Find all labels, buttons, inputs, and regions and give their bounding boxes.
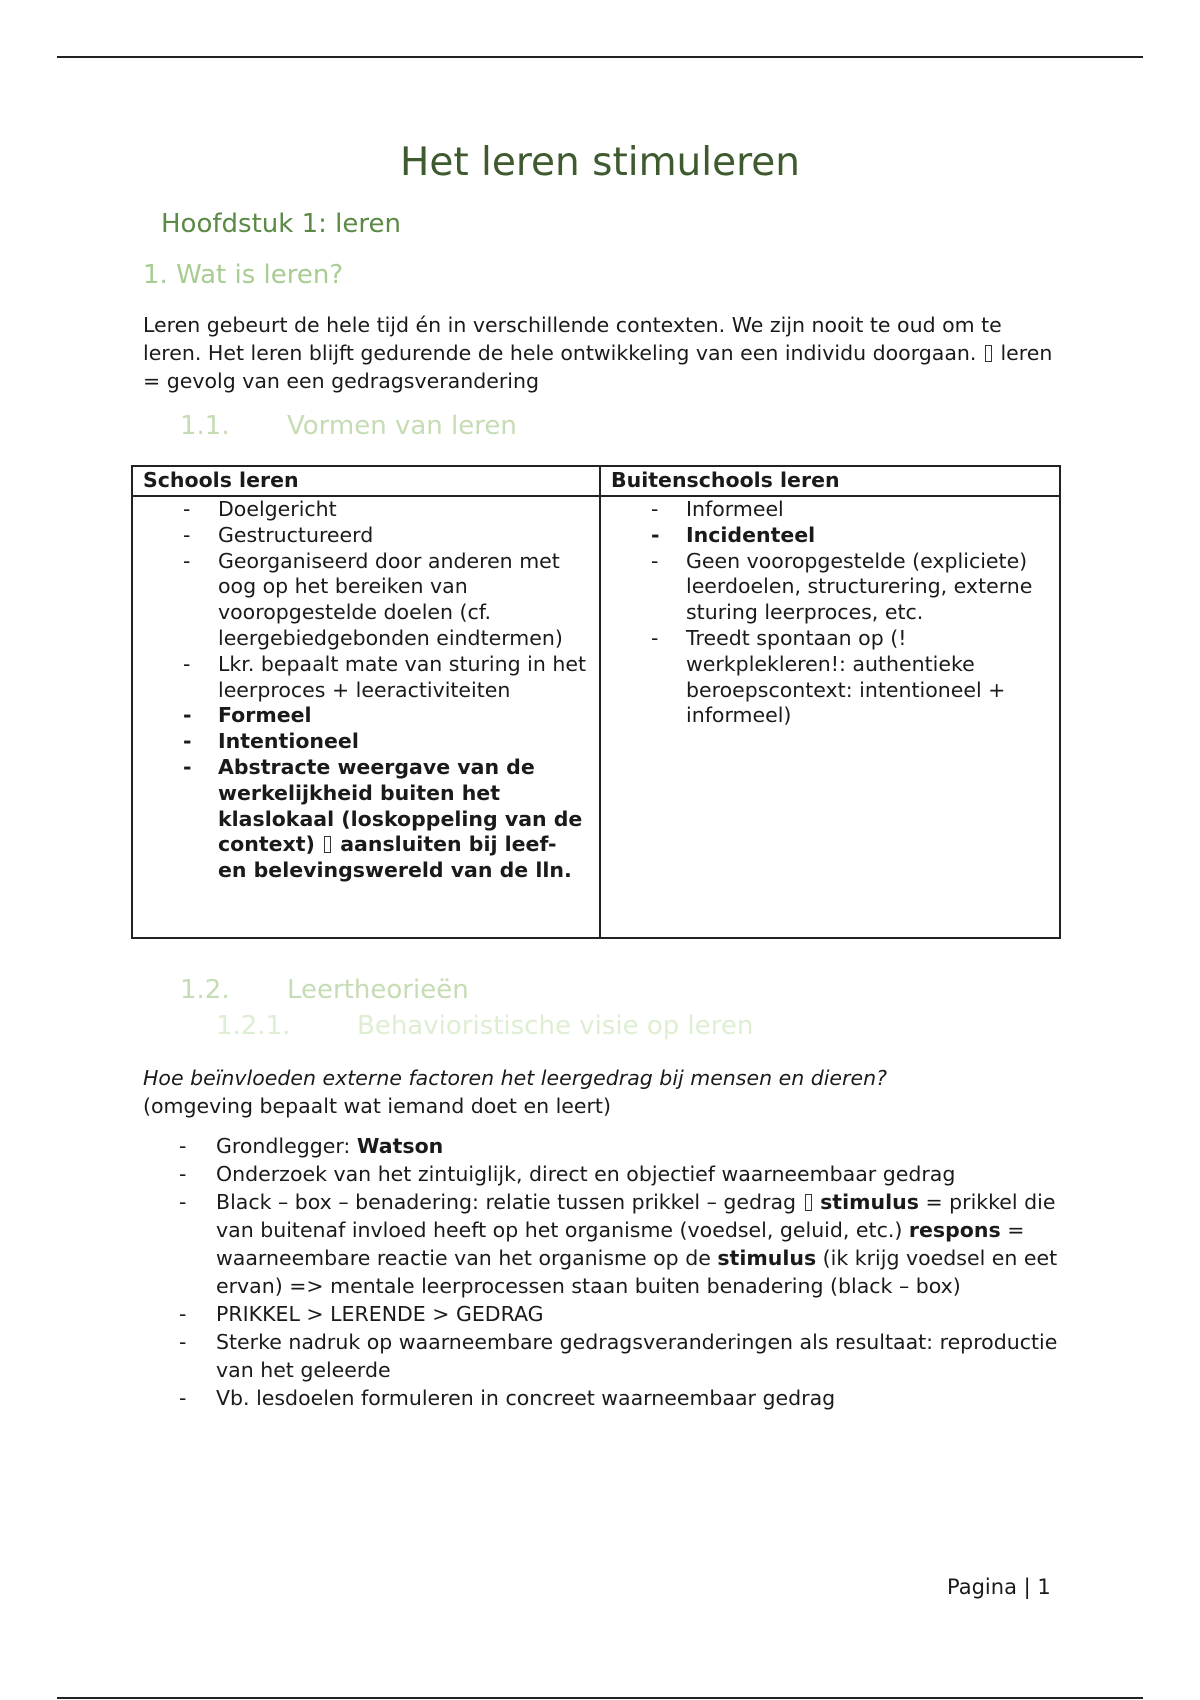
schools-cell <box>132 496 600 938</box>
list-item: - Incidenteel <box>601 523 1051 549</box>
column-header-buitenschools: Buitenschools leren <box>600 466 1060 496</box>
list-item-text: = waarneembare reactie van het organisme op de <box>216 1218 1025 1270</box>
section-title: Behavioristische visie op leren <box>357 1011 754 1041</box>
list-item: - Georganiseerd door anderen met oog op het bereiken van vooropgestelde doelen (cf. leergebiedgebonden eindtermen) <box>133 549 591 652</box>
intro-paragraph <box>143 311 1063 395</box>
term-respons: respons <box>908 1218 1001 1242</box>
list-item: - PRIKKEL > LERENDE > GEDRAG <box>131 1300 1071 1328</box>
list-item-text: Black – box – benadering: relatie tussen prikkel – gedrag <box>216 1190 797 1214</box>
list-item: - Doelgericht <box>133 497 591 523</box>
list-item: - Lkr. bepaalt mate van sturing in het leerproces + leeractiviteiten <box>133 652 591 704</box>
footer-rule <box>57 1697 1143 1699</box>
list-item: - Onderzoek van het zintuiglijk, direct en objectief waarneembaar gedrag <box>131 1160 1071 1188</box>
section-heading-1: 1. Wat is leren? <box>143 260 344 290</box>
behaviorism-list <box>131 1132 1071 1412</box>
list-item: - Intentioneel <box>133 729 591 755</box>
table-row <box>132 496 1060 938</box>
section-heading-1-2-1 <box>216 1011 753 1041</box>
list-item: - Vb. lesdoelen formuleren in concreet waarneembaar gedrag <box>131 1384 1071 1412</box>
section-number: 1.2.1. <box>216 1011 291 1041</box>
question-paragraph <box>143 1064 1103 1120</box>
arrow-icon <box>985 345 992 362</box>
table-header-row <box>132 466 1060 496</box>
chapter-heading: Hoofdstuk 1: leren <box>161 209 401 239</box>
list-item: - Geen vooropgestelde (expliciete) leerdoelen, structurering, externe sturing leerproces, etc. <box>601 549 1051 626</box>
section-heading-1-2 <box>180 975 469 1005</box>
section-title: Vormen van leren <box>287 411 517 441</box>
section-title: Leertheorieën <box>287 975 469 1005</box>
list-item: - Gestructureerd <box>133 523 591 549</box>
intro-text: Leren gebeurt de hele tijd én in verschillende contexten. We zijn nooit te oud om te leren. Het leren blijft gedurende de hele ontwikkeling van een individu doorgaan. <box>143 313 1002 365</box>
question-text: Hoe beïnvloeden externe factoren het leergedrag bij mensen en dieren? <box>143 1066 887 1090</box>
list-item <box>131 1188 1071 1300</box>
term-stimulus: stimulus <box>820 1190 919 1214</box>
term-stimulus: stimulus <box>717 1246 817 1270</box>
arrow-icon <box>805 1194 812 1211</box>
buitenschools-list <box>601 497 1051 729</box>
list-item-text: = prikkel die van buitenaf invloed heeft op het organisme (voedsel, geluid, etc.) <box>216 1190 1056 1242</box>
list-item-text: Abstracte weergave van de werkelijkheid buiten het klaslokaal (loskoppeling van de context) <box>218 754 583 857</box>
section-number: 1.1. <box>180 411 230 441</box>
list-item: - Informeel <box>601 497 1051 523</box>
intro-conclusion: leren = gevolg van een gedragsverandering <box>143 341 1053 393</box>
section-heading-1-1 <box>180 411 517 441</box>
list-item <box>133 755 591 884</box>
list-item-text: aansluiten bij leef- en belevingswereld van de lln. <box>218 832 572 883</box>
founder-name: Watson <box>356 1134 444 1158</box>
list-item-text: Grondlegger: <box>216 1134 357 1158</box>
header-rule <box>57 56 1143 58</box>
document-title: Het leren stimuleren <box>400 140 800 185</box>
forms-of-learning-table <box>131 465 1061 939</box>
list-item: - Sterke nadruk op waarneembare gedragsveranderingen als resultaat: reproductie van het geleerde <box>131 1328 1071 1384</box>
list-item <box>131 1132 1071 1160</box>
buitenschools-cell <box>600 496 1060 938</box>
list-item-text: (ik krijg voedsel en eet ervan) => mentale leerprocessen staan buiten benadering (black – box) <box>216 1246 1058 1298</box>
question-note: (omgeving bepaalt wat iemand doet en leert) <box>143 1094 611 1118</box>
arrow-icon <box>324 836 331 853</box>
schools-list <box>133 497 591 884</box>
section-number: 1.2. <box>180 975 230 1005</box>
list-item: - Formeel <box>133 703 591 729</box>
list-item: - Treedt spontaan op (! werkplekleren!: authentieke beroepscontext: intentioneel + informeel) <box>601 626 1051 729</box>
column-header-schools: Schools leren <box>132 466 600 496</box>
page-number: Pagina | 1 <box>947 1575 1051 1599</box>
